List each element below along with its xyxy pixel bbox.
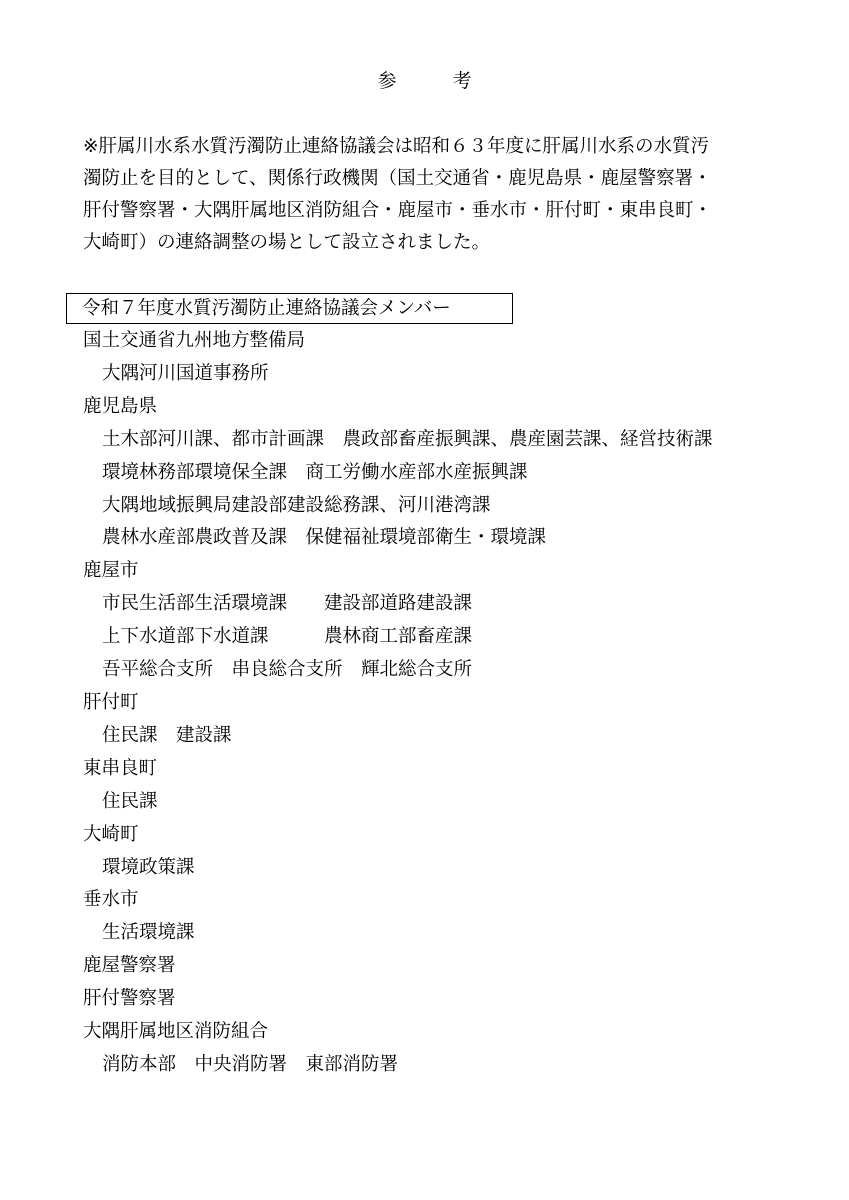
- page-title: [0, 66, 849, 93]
- department-name: 大隅地域振興局建設部建設総務課、河川港湾課: [102, 494, 491, 516]
- department-name: 市民生活部生活環境課 建設部道路建設課: [102, 593, 473, 615]
- organization-name: 肝付警察署: [83, 988, 176, 1010]
- department-name: 大隅河川国道事務所: [102, 362, 269, 384]
- organization-name: 垂水市: [83, 889, 139, 911]
- organization-name: 東串良町: [83, 757, 158, 779]
- members-list: [83, 325, 803, 1082]
- department-name: 上下水道部下水道課 農林商工部畜産課: [102, 626, 473, 648]
- organization-name: 鹿児島県: [83, 395, 158, 417]
- organization-name: 肝付町: [83, 691, 139, 713]
- department-name: 環境林務部環境保全課 商工労働水産部水産振興課: [102, 461, 528, 483]
- intro-line: 肝付警察署・大隅肝属地区消防組合・鹿屋市・垂水市・肝付町・東串良町・: [83, 200, 713, 221]
- department-name: 吾平総合支所 串良総合支所 輝北総合支所: [102, 659, 473, 681]
- page-title-char-2: 考: [452, 70, 472, 92]
- members-heading-box: [66, 293, 513, 324]
- department-name: 消防本部 中央消防署 東部消防署: [102, 1053, 399, 1075]
- department-name: 環境政策課: [102, 856, 195, 878]
- department-name: 住民課: [102, 790, 158, 812]
- intro-line: ※肝属川水系水質汚濁防止連絡協議会は昭和６３年度に肝属川水系の水質汚: [83, 136, 710, 157]
- organization-name: 国土交通省九州地方整備局: [83, 330, 306, 351]
- organization-name: 大隅肝属地区消防組合: [83, 1021, 269, 1043]
- department-name: 農林水産部農政普及課 保健福祉環境部衛生・環境課: [102, 527, 547, 549]
- organization-name: 鹿屋警察署: [83, 955, 176, 977]
- department-name: 生活環境課: [102, 922, 195, 944]
- members-heading: 令和７年度水質汚濁防止連絡協議会メンバー: [82, 298, 451, 319]
- intro-line: 濁防止を目的として、関係行政機関（国土交通省・鹿児島県・鹿屋警察署・: [83, 168, 712, 189]
- department-name: 土木部河川課、都市計画課 農政部畜産振興課、農産園芸課、経営技術課: [102, 428, 713, 450]
- department-name: 住民課 建設課: [102, 724, 232, 746]
- page-title-char-1: 参: [377, 70, 397, 92]
- organization-name: 鹿屋市: [83, 560, 139, 582]
- intro-line: 大崎町）の連絡調整の場として設立されました。: [83, 232, 491, 253]
- organization-name: 大崎町: [83, 823, 139, 845]
- intro-paragraph: [83, 131, 783, 259]
